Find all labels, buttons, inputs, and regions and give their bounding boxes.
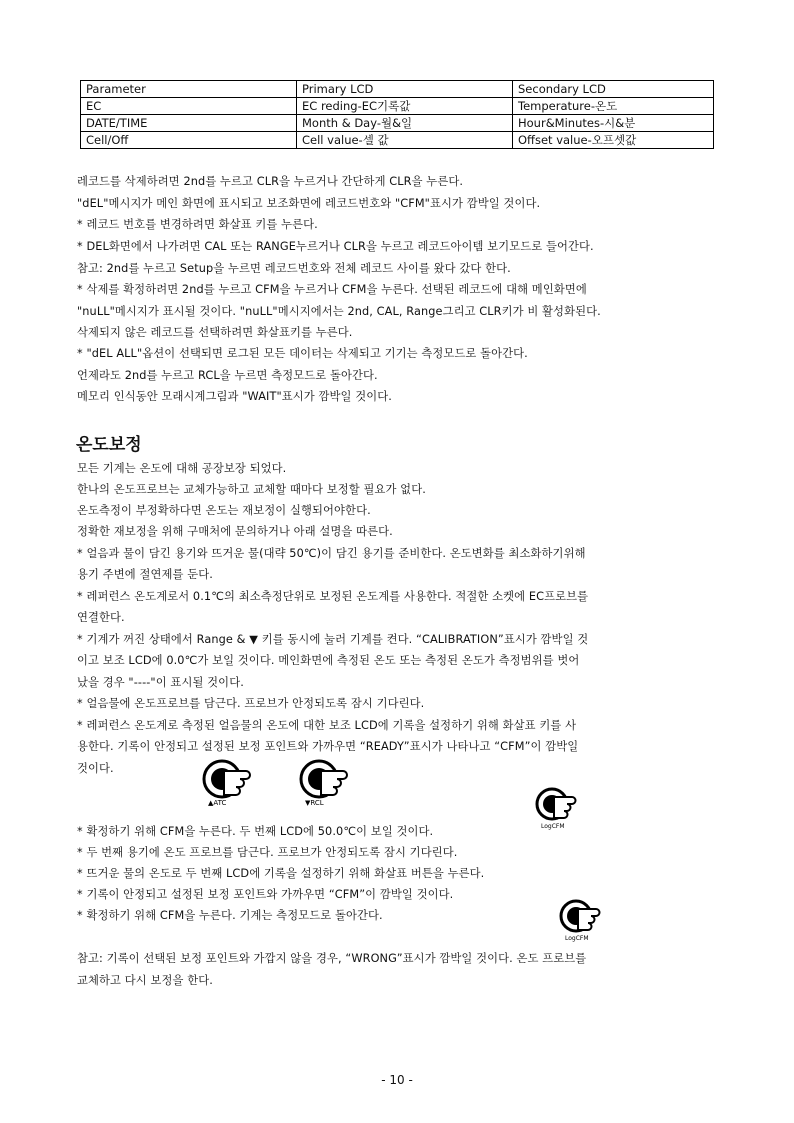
text-line: * 레퍼런스 온도계로서 0.1℃의 최소측정단위로 보정된 온도계를 사용한다. 적절한 소켓에 EC프로브를 <box>77 590 589 603</box>
text-line: 삭제되지 않은 레코드를 선택하려면 화살표키를 누른다. <box>77 326 353 339</box>
table-row <box>81 81 714 98</box>
logcfm-button-icon <box>533 785 587 831</box>
table-cell: Parameter <box>81 81 297 98</box>
text-line: * 얼음물에 온도프로브를 담근다. 프로브가 안정되도록 잠시 기다린다. <box>77 697 425 710</box>
table-cell: Cell/Off <box>81 132 297 149</box>
logcfm-label-2: LogCFM <box>565 935 589 942</box>
text-line: * 두 번째 용기에 온도 프로브를 담근다. 프로브가 안정되도록 잠시 기다린다. <box>77 846 458 859</box>
text-line: * DEL화면에서 나가려면 CAL 또는 RANGE누르거나 CLR을 누르고 레코드아이템 보기모드로 들어간다. <box>77 240 594 253</box>
table-cell: DATE/TIME <box>81 115 297 132</box>
logcfm-label: LogCFM <box>541 823 565 830</box>
text-line: * 레퍼런스 온도계로 측정된 얼음물의 온도에 대한 보조 LCD에 기록을 설정하기 위해 화살표 키를 사 <box>77 719 577 732</box>
table-cell: Cell value-셀 값 <box>297 132 513 149</box>
table-row <box>81 98 714 115</box>
text-line: 났을 경우 "----"이 표시될 것이다. <box>77 676 244 689</box>
text-line: * 확정하기 위해 CFM을 누른다. 두 번째 LCD에 50.0℃이 보일 것이다. <box>77 825 434 838</box>
text-line: * 얼음과 물이 담긴 용기와 뜨거운 물(대략 50℃)이 담긴 용기를 준비한다. 온도변화를 최소화하기위해 <box>77 547 586 560</box>
text-line: * 기록이 안정되고 설정된 보정 포인트와 가까우면 “CFM”이 깜박일 것이다. <box>77 888 454 901</box>
rcl-button-icon <box>297 757 359 807</box>
table-cell: Secondary LCD <box>513 81 714 98</box>
text-line: "dEL"메시지가 메인 화면에 표시되고 보조화면에 레코드번호와 "CFM"표시가 깜박일 것이다. <box>77 197 541 210</box>
text-line: * "dEL ALL"옵션이 선택되면 로그된 모든 데이터는 삭제되고 기기는 측정모드로 돌아간다. <box>77 347 528 360</box>
text-line: 용기 주변에 절연제를 둔다. <box>77 568 213 581</box>
table-row <box>81 115 714 132</box>
text-line: 모든 기계는 온도에 대해 공장보장 되었다. <box>77 462 287 475</box>
logcfm-button-icon-2 <box>557 897 611 943</box>
text-line: 용한다. 기록이 안정되고 설정된 보정 포인트와 가까우면 “READY”표시가 나타나고 “CFM”이 깜박일 <box>77 740 579 753</box>
text-line: 한나의 온도프로브는 교체가능하고 교체할 때마다 보정할 필요가 없다. <box>77 483 426 496</box>
text-line: * 레코드 번호를 변경하려면 화살표 키를 누른다. <box>77 218 318 231</box>
rcl-label: ▼RCL <box>305 799 324 807</box>
page-number: - 10 - <box>381 1073 413 1087</box>
table-cell: Primary LCD <box>297 81 513 98</box>
table-cell: Offset value-오프셋값 <box>513 132 714 149</box>
text-line: * 확정하기 위해 CFM을 누른다. 기계는 측정모드로 돌아간다. <box>77 909 383 922</box>
text-line: 이고 보조 LCD에 0.0℃가 보일 것이다. 메인화면에 측정된 온도 또는 측정된 온도가 측정범위를 벗어 <box>77 654 580 667</box>
table-row <box>81 132 714 149</box>
text-line: 연결한다. <box>77 611 125 624</box>
text-line: "nuLL"메시지가 표시될 것이다. "nuLL"메시지에서는 2nd, CAL, Range그리고 CLR키가 비 활성화된다. <box>77 305 601 318</box>
table-cell: Month & Day-월&일 <box>297 115 513 132</box>
text-line: * 뜨거운 물의 온도로 두 번째 LCD에 기록을 설정하기 위해 화살표 버튼을 누른다. <box>77 867 485 880</box>
text-line: * 삭제를 확정하려면 2nd를 누르고 CFM을 누르거나 CFM을 누른다. 선택된 레코드에 대해 메인화면에 <box>77 283 587 296</box>
text-line: 것이다. <box>77 762 114 775</box>
table-cell: Temperature-온도 <box>513 98 714 115</box>
text-line: 메모리 인식동안 모래시계그림과 "WAIT"표시가 깜박일 것이다. <box>77 390 392 403</box>
text-line: 온도측정이 부정확하다면 온도는 재보정이 실행되어야한다. <box>77 504 371 517</box>
text-line: 정확한 재보정을 위해 구매처에 문의하거나 아래 설명을 따른다. <box>77 525 393 538</box>
atc-button-icon <box>200 757 262 807</box>
text-line: 교체하고 다시 보정을 한다. <box>77 974 213 987</box>
text-line: 참고: 2nd를 누르고 Setup을 누르면 레코드번호와 전체 레코드 사이를 왔다 갔다 한다. <box>77 262 511 275</box>
table-cell: EC reding-EC기록값 <box>297 98 513 115</box>
table-cell: EC <box>81 98 297 115</box>
text-line: 레코드를 삭제하려면 2nd를 누르고 CLR을 누르거나 간단하게 CLR을 누른다. <box>77 175 464 188</box>
atc-label: ▲ATC <box>208 799 227 807</box>
table-cell: Hour&Minutes-시&분 <box>513 115 714 132</box>
text-line: * 기계가 꺼진 상태에서 Range & ▼ 키를 동시에 눌러 기계를 켠다. “CALIBRATION”표시가 깜박일 것 <box>77 633 589 646</box>
section-heading: 온도보정 <box>76 435 142 455</box>
parameter-table <box>80 80 714 149</box>
text-line: 언제라도 2nd를 누르고 RCL을 누르면 측정모드로 돌아간다. <box>77 369 378 382</box>
text-line: 참고: 기록이 선택된 보정 포인트와 가깝지 않을 경우, “WRONG”표시가 깜박일 것이다. 온도 프로브를 <box>77 952 587 965</box>
